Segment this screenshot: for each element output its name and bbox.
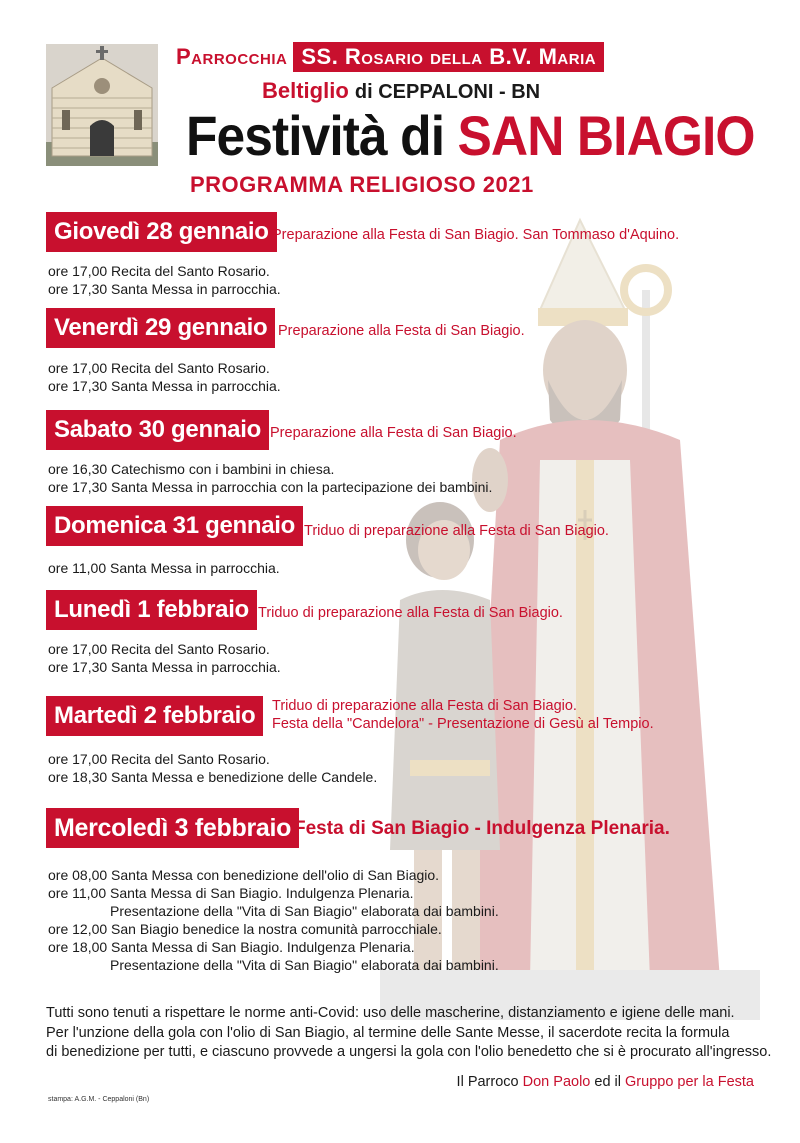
parish-word: Parrocchia [176,44,288,69]
day-label: Sabato 30 gennaio [46,410,269,450]
signature [457,1074,754,1090]
event-item: ore 17,00 Recita del Santo Rosario. [48,263,270,279]
event-list [48,262,281,298]
day-description-line: Festa della "Candelora" - Presentazione di Gesù al Tempio. [272,716,654,732]
event-item: ore 17,30 Santa Messa in parrocchia. [48,378,281,394]
notice-line: Per l'unzione della gola con l'olio di San Biagio, al termine delle Sante Messe, il sacerdote recita la formula [46,1024,730,1041]
event-item: ore 18,30 Santa Messa e benedizione delle Candele. [48,769,378,785]
event-item: ore 17,30 Santa Messa in parrocchia con la partecipazione dei bambini. [48,479,493,495]
day-label: Mercoledì 3 febbraio [46,808,299,848]
event-list [48,640,281,676]
day-label: Lunedì 1 febbraio [46,590,257,630]
event-item: Presentazione della "Vita di San Biagio" elaborata dai bambini. [110,903,499,919]
parish-dedication: SS. Rosario della B.V. Maria [293,42,604,72]
title-part-2: SAN BIAGIO [457,104,755,167]
event-list [48,750,377,786]
event-list [48,559,280,577]
day-description: Festa di San Biagio - Indulgenza Plenaria. [294,818,670,839]
notice-line: di benedizione per tutti, e ciascuno provvede a ungersi la gola con l'olio benedetto che si è procurato all'ingresso. [46,1044,772,1060]
signature-mid: ed il [594,1074,621,1090]
event-item: ore 17,00 Recita del Santo Rosario. [48,641,270,657]
program-subtitle: PROGRAMMA RELIGIOSO 2021 [190,172,534,197]
day-label: Domenica 31 gennaio [46,506,303,546]
event-item: ore 12,00 San Biagio benedice la nostra comunità parrocchiale. [48,921,442,937]
event-list [48,359,281,395]
priest-name: Don Paolo [522,1074,591,1090]
signature-pre: Il Parroco [456,1074,519,1090]
event-list [48,866,499,974]
day-description: Preparazione alla Festa di San Biagio. [278,323,525,339]
day-description: Triduo di preparazione alla Festa di San Biagio. [258,605,563,621]
parish-name [176,42,604,72]
event-item: ore 11,00 Santa Messa di San Biagio. Indulgenza Plenaria. [48,885,414,901]
day-description: Preparazione alla Festa di San Biagio. [270,425,517,441]
event-item: Presentazione della "Vita di San Biagio" elaborata dai bambini. [110,957,499,973]
day-label: Venerdì 29 gennaio [46,308,275,348]
church-facade-icon [46,44,158,166]
town-name: Beltiglio [262,78,349,103]
town-rest: di CEPPALONI - BN [354,81,541,103]
day-description: Preparazione alla Festa di San Biagio. San Tommaso d'Aquino. [272,227,680,243]
group-name: Gruppo per la Festa [625,1074,754,1090]
event-item: ore 17,30 Santa Messa in parrocchia. [48,659,281,675]
page-title [186,100,755,172]
day-description: Triduo di preparazione alla Festa di San Biagio. [304,523,609,539]
event-item: ore 17,00 Recita del Santo Rosario. [48,360,270,376]
print-note: stampa: A.G.M. - Ceppaloni (Bn) [48,1096,150,1103]
event-item: ore 18,00 Santa Messa di San Biagio. Indulgenza Plenaria. [48,939,415,955]
notice-line: Tutti sono tenuti a rispettare le norme anti-Covid: uso delle mascherine, distanziamento e igiene delle mani. [46,1005,735,1021]
event-item: ore 16,30 Catechismo con i bambini in chiesa. [48,461,335,477]
day-description [272,697,654,733]
day-label: Martedì 2 febbraio [46,696,263,736]
event-item: ore 11,00 Santa Messa in parrocchia. [48,560,280,576]
title-part-1: Festività di [186,104,445,167]
covid-notice [46,1004,772,1063]
day-label: Giovedì 28 gennaio [46,212,277,252]
event-item: ore 08,00 Santa Messa con benedizione dell'olio di San Biagio. [48,867,440,883]
event-list [48,460,492,496]
day-description-line: Triduo di preparazione alla Festa di San Biagio. [272,698,577,714]
event-item: ore 17,30 Santa Messa in parrocchia. [48,281,281,297]
event-item: ore 17,00 Recita del Santo Rosario. [48,751,270,767]
